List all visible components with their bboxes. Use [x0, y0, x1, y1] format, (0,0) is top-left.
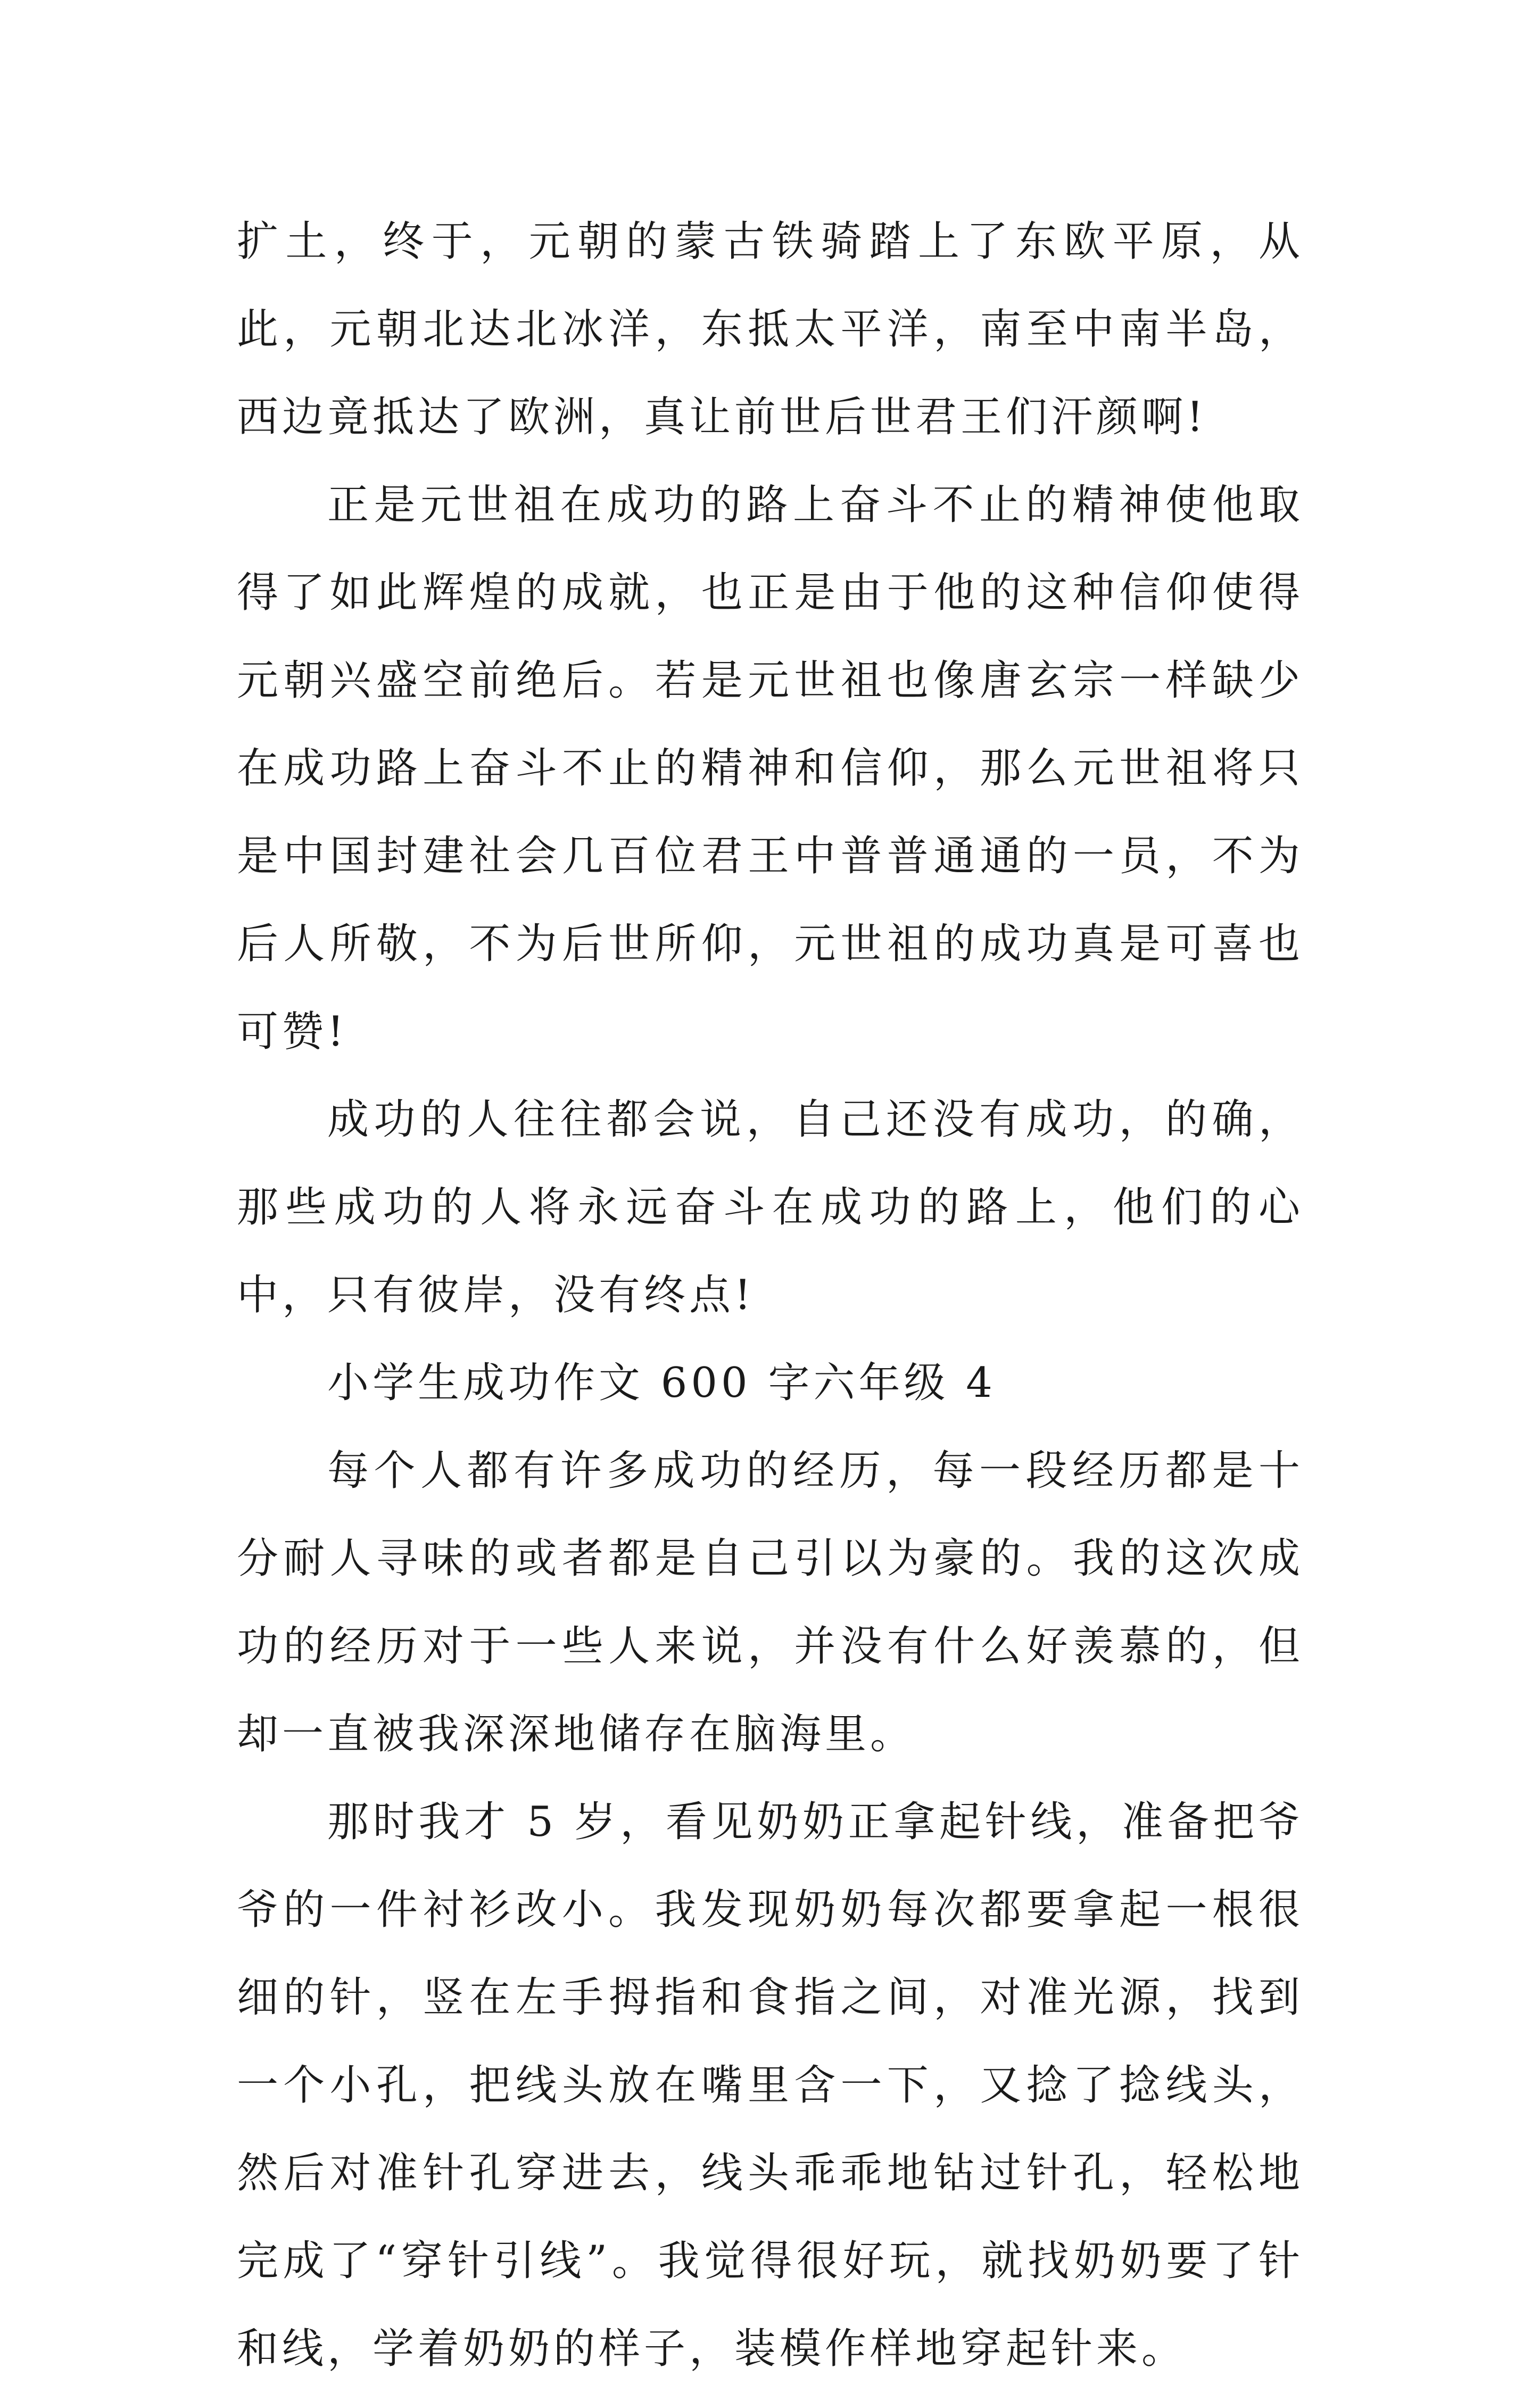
document-body [237, 198, 1304, 2393]
paragraph-5: 那时我才 5 岁，看见奶奶正拿起针线，准备把爷爷的一件衬衫改小。我发现奶奶每次都要拿起一根很细的针，竖在左手拇指和食指之间，对准光源，找到一个小孔，把线头放在嘴里含一下，又捻了捻线头，然后对准针孔穿进去，线头乖乖地钻过针孔，轻松地完成了“穿针引线”。我觉得很好玩，就找奶奶要了针和线，学着奶奶的样子，装模作样地穿起针来。 [237, 1798, 1304, 2373]
paragraph-2: 正是元世祖在成功的路上奋斗不止的精神使他取得了如此辉煌的成就，也正是由于他的这种信仰使得元朝兴盛空前绝后。若是元世祖也像唐玄宗一样缺少在成功路上奋斗不止的精神和信仰，那么元世祖将只是中国封建社会几百位君王中普普通通的一员，不为后人所敬，不为后世所仰，元世祖的成功真是可喜也可赞! [237, 481, 1304, 1056]
paragraph-1: 扩土，终于，元朝的蒙古铁骑踏上了东欧平原，从此，元朝北达北冰洋，东抵太平洋，南至中南半岛，西边竟抵达了欧洲，真让前世后世君王们汗颜啊! [237, 218, 1304, 441]
paragraph-4: 每个人都有许多成功的经历，每一段经历都是十分耐人寻味的或者都是自己引以为豪的。我的这次成功的经历对于一些人来说，并没有什么好羡慕的，但却一直被我深深地储存在脑海里。 [237, 1447, 1304, 1758]
paragraph-3: 成功的人往往都会说，自己还没有成功，的确，那些成功的人将永远奋斗在成功的路上，他们的心中，只有彼岸，没有终点! [237, 1096, 1304, 1319]
section-heading: 小学生成功作文 600 字六年级 4 [327, 1359, 996, 1407]
